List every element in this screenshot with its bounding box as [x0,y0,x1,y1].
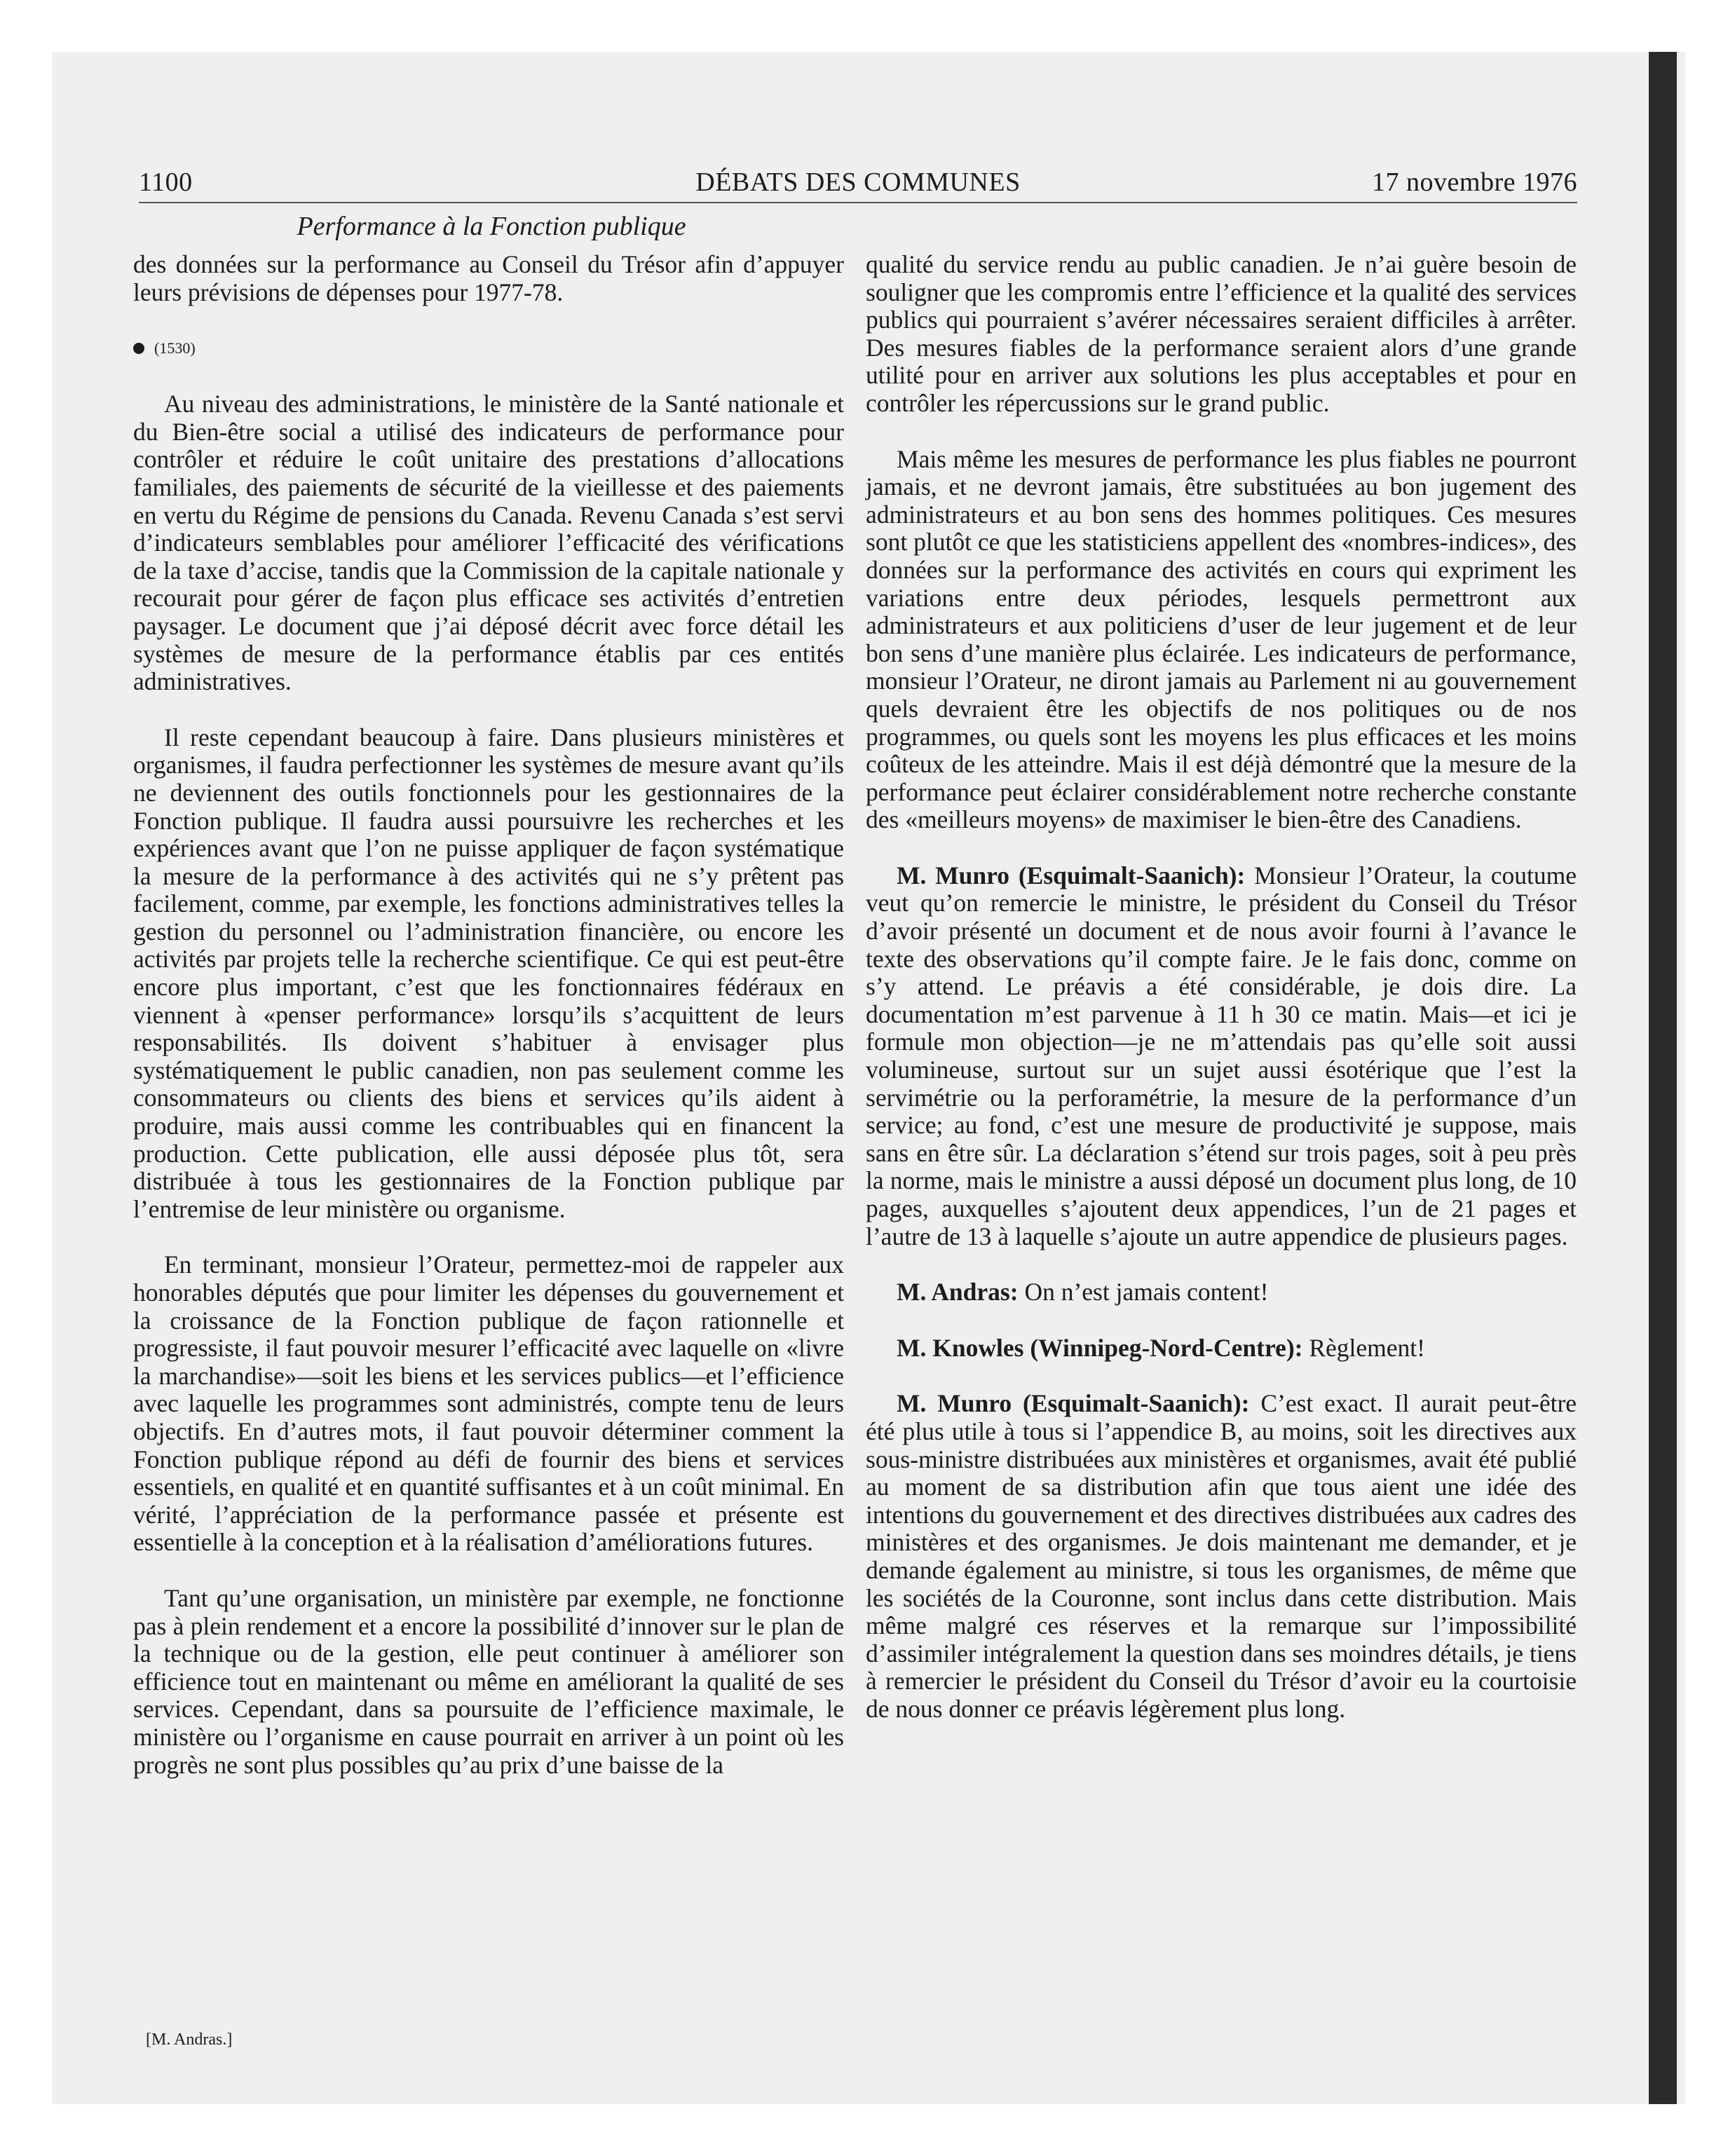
bullet-icon [133,343,144,354]
speaker-riding: (Esquimalt-Saanich): [1022,1389,1250,1418]
speech-text: C’est exact. Il aurait peut-être été plus utile à tous si l’appendice B, au moins, soit les directives aux sous-ministre distribuées aux ministères et organismes, avait été publié au moment de sa distribution afin que tous aient une idée des intentions du gouvernement et des directives distribuées aux cadres des ministères et des organismes. Je dois maintenant me demander, et je demande également au ministre, si tous les organismes, de même que les sociétés de la Couronne, sont inclus dans cette distribution. Mais même malgré ces réserves et la remarque sur l’impossibilité d’assimiler intégralement la question dans ses moindres détails, je tiens à remercier le président du Conseil du Trésor d’avoir eu la courtoisie de nous donner ce préavis légèrement plus long. [866,1389,1577,1723]
speaker-name: M. Andras: [897,1278,1019,1306]
speech-knowles [866,1335,1577,1363]
speaker-footnote: [M. Andras.] [146,2031,233,2049]
paragraph: qualité du service rendu au public canadien. Je n’ai guère besoin de souligner que les compromis entre l’efficience et la qualité des services publics qui pourraient s’avérer nécessaires seraient difficiles à arrêter. Des mesures fiables de la performance seraient alors d’une grande utilité pour en arriver aux solutions les plus acceptables et pour en contrôler les répercussions sur le grand public. [866,250,1577,417]
page-number: 1100 [139,168,193,197]
speaker-name: M. Knowles [897,1333,1024,1362]
paragraph: Mais même les mesures de performance les plus fiables ne pourront jamais, et ne devront jamais, être substituées au bon jugement des administrateurs et au bon sens des hommes politiques. Ces mesures sont plutôt ce que les statisticiens appellent des «nombres-indices», des données sur la performance des activités en cours qui expriment les variations entre deux périodes, lesquels permettront aux administrateurs et aux politiciens d’user de leur jugement et de leur bon sens d’une manière plus éclairée. Les indicateurs de performance, monsieur l’Orateur, ne diront jamais au Parlement ni au gouvernement quels devraient être les objectifs de nos politiques ou de nos programmes, ou quels sont les moyens les plus efficaces et les moins coûteux de les atteindre. Mais il est déjà démontré que la mesure de la performance peut éclairer considérablement notre recherche constante des «meilleurs moyens» de maximiser le bien-être des Canadiens. [866,444,1577,834]
speaker-riding: (Esquimalt-Saanich): [1018,861,1246,889]
paragraph: Il reste cependant beaucoup à faire. Dans plusieurs ministères et organismes, il faudra perfectionner les systèmes de mesure avant qu’ils ne deviennent des outils fonctionnels pour les gestionnaires de la Fonction publique. Il faudra aussi poursuivre les recherches et les expériences avant que l’on ne puisse appliquer de façon systématique la mesure de la performance à des activités qui ne s’y prêtent pas facilement, comme, par exemple, les fonctions administratives telles la gestion du personnel ou l’administration financière, ou encore les activités par projets telle la recherche scientifique. Ce qui est peut-être encore plus important, c’est que les fonctionnaires fédéraux en viennent à «penser performance» lorsqu’ils s’acquittent de leurs responsabilités. Ils doivent s’habituer à envisager plus systématiquement le public canadien, non pas seulement comme les consommateurs ou clients des biens et services qu’ils aident à produire, mais aussi comme les contribuables qui en financent la production. Cette publication, elle aussi déposée plus tôt, sera distribuée à tous les gestionnaires de la Fonction publique par l’entremise de leur ministère ou organisme. [133,723,844,1223]
speaker-name: M. Munro [897,861,1010,889]
right-column [866,251,1577,1752]
speech-text: Monsieur l’Orateur, la coutume veut qu’on remercie le ministre, le président du Conseil du Trésor d’avoir présenté un document et de nous avoir fourni à l’avance le texte des observations qu’il compte faire. Je le fais donc, comme on s’y attend. Le préavis a été considérable, je dois dire. La documentation m’est parvenue à 11 h 30 ce matin. Mais—et ici je formule mon objection—je ne m’attendais pas qu’elle soit aussi volumineuse, surtout sur un sujet aussi ésotérique que l’est la servimétrie ou la perforamétrie, la mesure de la performance d’un service; au fond, c’est une mesure de productivité je suppose, mais sans en être sûr. La déclaration s’étend sur trois pages, soit à peu près la norme, mais le ministre a aussi déposé un document plus long, de 10 pages, auxquelles s’ajoutent deux appendices, l’un de 21 pages et l’autre de 13 à laquelle s’ajoute un autre appendice de plusieurs pages. [866,861,1577,1250]
left-column [133,251,844,1807]
paragraph: En terminant, monsieur l’Orateur, permettez-moi de rappeler aux honorables députés que pour limiter les dépenses du gouvernement et la croissance de la Fonction publique de façon rationnelle et progressiste, il faut pouvoir mesurer l’efficacité avec laquelle on «livre la marchandise»—soit les biens et les services publics—et l’efficience avec laquelle les programmes sont administrés, compte tenu de leurs objectifs. En d’autres mots, il faut pouvoir déterminer comment la Fonction publique répond au défi de fournir des biens et services essentiels, en qualité et en quantité suffisantes et à un coût minimal. En vérité, l’appréciation de la performance passée et présente est essentielle à la conception et à la réalisation d’améliorations futures. [133,1250,844,1557]
speaker-riding: (Winnipeg-Nord-Centre): [1030,1333,1303,1362]
publication-title: DÉBATS DES COMMUNES [695,168,1021,197]
paragraph: des données sur la performance au Conseil du Trésor afin d’appuyer leurs prévisions de dépenses pour 1977-78. [133,250,844,306]
paragraph: Tant qu’une organisation, un ministère par exemple, ne fonctionne pas à plein rendement et a encore la possibilité d’innover sur le plan de la technique ou de la gestion, elle peut continuer à améliorer son efficience tout en maintenant ou même en améliorant la qualité de ses services. Cependant, dans sa poursuite de l’efficience maximale, le ministère ou l’organisme en cause pourrait en arriver à un point où les progrès ne sont plus possibles qu’au prix d’une baisse de la [133,1583,844,1779]
time-marker [133,334,844,362]
speech-text: On n’est jamais content! [1024,1278,1269,1306]
page-date: 17 novembre 1976 [1372,168,1577,197]
time-marker-label: (1530) [154,339,196,357]
speaker-name: M. Munro [897,1389,1012,1418]
running-title: Performance à la Fonction publique [297,212,686,241]
scan-edge-bar [1649,52,1677,2104]
speech-andras [866,1278,1577,1306]
speech-munro-2 [866,1390,1577,1723]
paragraph: Au niveau des administrations, le ministère de la Santé nationale et du Bien-être social a utilisé des indicateurs de performance pour contrôler et réduire le coût unitaire des prestations d’allocations familiales, des paiements de sécurité de la vieillesse et des paiements en vertu du Régime de pensions du Canada. Revenu Canada s’est servi d’indicateurs semblables pour améliorer l’efficacité des vérifications de la taxe d’accise, tandis que la Commission de la capitale nationale y recourait pour gérer de façon plus efficace ses activités d’entretien paysager. Le document que j’ai déposé décrit avec force détail les systèmes de mesure de la performance établis par ces entités administratives. [133,390,844,696]
speech-munro-1 [866,862,1577,1250]
speech-text: Règlement! [1309,1333,1425,1362]
page-header [139,163,1577,203]
